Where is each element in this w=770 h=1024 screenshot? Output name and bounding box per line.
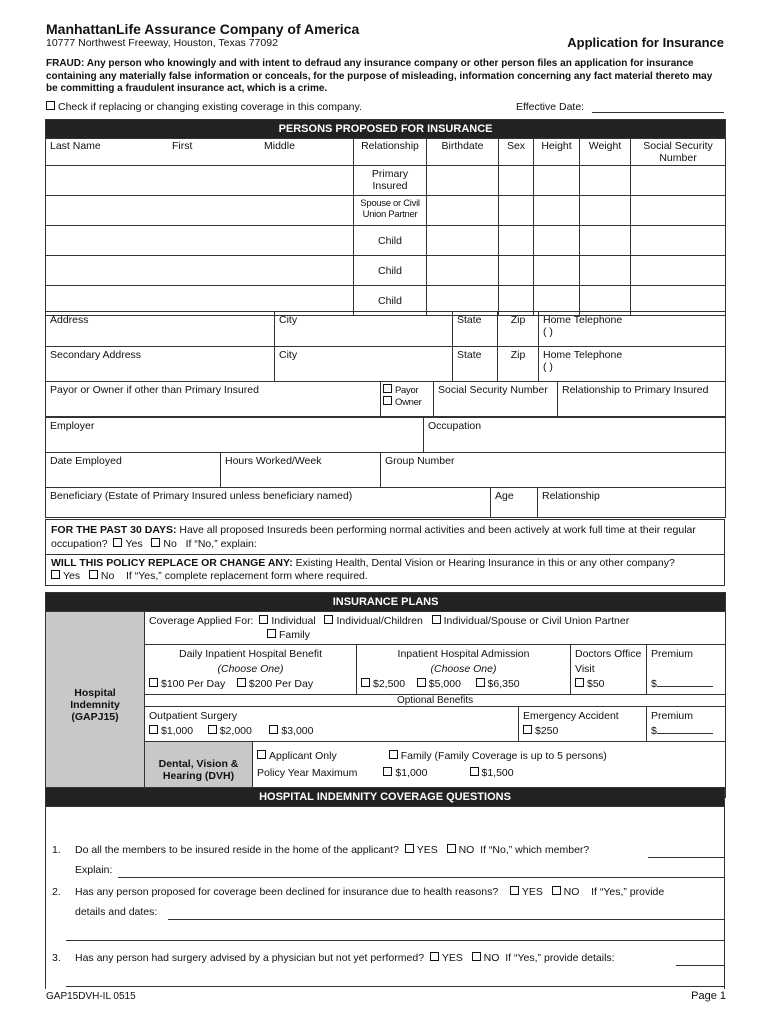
birthdate-field[interactable] [427, 196, 499, 226]
beneficiary-table [45, 487, 726, 518]
beneficiary-field[interactable]: Beneficiary (Estate of Primary Insured unless beneficiary named) [46, 488, 491, 518]
coverage-applied-for: Coverage Applied For: Individual Individual/Children Individual/Spouse or Civil Union Partner Family [145, 612, 726, 645]
sex-header: Sex [499, 139, 534, 166]
persons-table [45, 119, 726, 316]
fraud-notice: FRAUD: Any person who knowingly and with intent to defraud any insurance company or other person files an application for insurance containing any materially false information or conceals, for the purpose of misleading, information concerning any fact material thereto may be committing a fraudulent insurance act, which is a crime. [46, 58, 713, 94]
checkbox-icon[interactable] [383, 396, 392, 405]
height-header: Height [534, 139, 580, 166]
height-field[interactable] [534, 196, 580, 226]
weight-field[interactable] [580, 256, 631, 286]
relationship-cell: Child [354, 226, 427, 256]
height-field[interactable] [534, 226, 580, 256]
company-address: 10777 Northwest Freeway, Houston, Texas 77092 [46, 37, 278, 49]
checkbox-icon[interactable] [257, 750, 266, 759]
home-telephone-field[interactable]: Home Telephone ( ) [539, 312, 726, 347]
page-number: Page 1 [691, 990, 726, 1002]
surgery-details-field[interactable] [676, 965, 724, 966]
payor-owner-field[interactable]: Payor or Owner if other than Primary Insured [46, 382, 381, 417]
sex-field[interactable] [499, 226, 534, 256]
name-header: Last Name First Middle [46, 139, 354, 166]
weight-header: Weight [580, 139, 631, 166]
no-checkbox[interactable] [89, 570, 98, 579]
address-table [45, 311, 726, 382]
questions-body: 1. Do all the members to be insured reside in the home of the applicant? YES NO If “No,” which member? Explain: 2. Has any person proposed for coverage been declined for insurance due to health reasons? YES NO If “Yes,” provide details and dates: 3. Has any person had surgery advised by a physician but not yet performed? YES NO If “Yes,” provide details: [46, 807, 725, 990]
past-30-days-question: FOR THE PAST 30 DAYS: Have all proposed Insureds been performing normal activities and been actively at work full time at their regular occupation? Yes No If “No,” explain: [46, 520, 725, 555]
relationship-cell: Child [354, 286, 427, 316]
persons-title: PERSONS PROPOSED FOR INSURANCE [46, 120, 726, 139]
hours-worked-field[interactable]: Hours Worked/Week [221, 453, 381, 488]
hospital-indemnity-label: Hospital Indemnity (GAPJ15) [46, 612, 145, 798]
insurance-plans-title: INSURANCE PLANS [46, 593, 726, 612]
relationship-cell: Spouse or Civil Union Partner [354, 196, 427, 226]
checkbox-icon[interactable] [383, 384, 392, 393]
question-2: Has any person proposed for coverage been declined for insurance due to health reasons? YES NO If “Yes,” provide [75, 886, 665, 898]
yes-checkbox[interactable] [113, 538, 122, 547]
employer-field[interactable]: Employer [46, 418, 424, 453]
checkbox-icon[interactable] [470, 767, 479, 776]
checkbox-icon[interactable] [269, 725, 278, 734]
payor-owner-checkboxes[interactable]: Payor Owner [381, 382, 434, 417]
relationship-cell: Child [354, 256, 427, 286]
sex-field[interactable] [499, 256, 534, 286]
name-field[interactable] [46, 226, 354, 256]
no-checkbox[interactable] [552, 886, 561, 895]
city-field[interactable]: City [275, 312, 453, 347]
date-employed-field[interactable]: Date Employed [46, 453, 221, 488]
name-field[interactable] [46, 196, 354, 226]
surgery-details-field-2[interactable] [66, 986, 724, 987]
yes-checkbox[interactable] [510, 886, 519, 895]
no-checkbox[interactable] [472, 952, 481, 961]
yes-checkbox[interactable] [430, 952, 439, 961]
employer-table [45, 417, 726, 453]
effective-date-label: Effective Date: [516, 101, 585, 113]
ssn-field[interactable] [631, 226, 726, 256]
checkbox-icon[interactable] [383, 767, 392, 776]
outpatient-surgery: Outpatient Surgery $1,000 $2,000 $3,000 [145, 707, 519, 742]
name-field[interactable] [46, 166, 354, 196]
question-1: Do all the members to be insured reside in the home of the applicant? YES NO If “No,” which member? [75, 844, 590, 856]
weight-field[interactable] [580, 166, 631, 196]
question-3: Has any person had surgery advised by a physician but not yet performed? YES NO If “Yes,” provide details: [75, 952, 615, 964]
checkbox-icon[interactable] [149, 678, 158, 687]
relationship-cell: Primary Insured [354, 166, 427, 196]
checkbox-icon[interactable] [476, 678, 485, 687]
checkbox-icon[interactable] [267, 629, 276, 638]
zip-field[interactable]: Zip [498, 312, 539, 347]
effective-date-field[interactable] [592, 112, 724, 113]
checkbox-icon[interactable] [237, 678, 246, 687]
ssn-field[interactable] [631, 256, 726, 286]
group-number-field[interactable]: Group Number [381, 453, 726, 488]
questions-table [45, 787, 725, 989]
doctors-office-visit: Doctors Office Visit $50 [571, 645, 647, 695]
explain-field[interactable] [118, 877, 724, 878]
details-dates-field[interactable] [168, 919, 724, 920]
checkbox-icon[interactable] [523, 725, 532, 734]
state-field[interactable]: State [453, 347, 498, 382]
yes-checkbox[interactable] [51, 570, 60, 579]
home-telephone-field[interactable]: Home Telephone ( ) [539, 347, 726, 382]
admission-benefit: Inpatient Hospital Admission (Choose One) $2,500 $5,000 $6,350 [357, 645, 571, 695]
beneficiary-relationship-field[interactable]: Relationship [538, 488, 726, 518]
dvh-options: Applicant Only Family (Family Coverage is up to 5 persons) Policy Year Maximum $1,000 $1,500 [253, 742, 726, 798]
checkbox-icon[interactable] [575, 678, 584, 687]
questions-title: HOSPITAL INDEMNITY COVERAGE QUESTIONS [46, 788, 725, 807]
optional-benefits-label: Optional Benefits [145, 695, 726, 707]
city-field[interactable]: City [275, 347, 453, 382]
height-field[interactable] [534, 256, 580, 286]
name-field[interactable] [46, 256, 354, 286]
daily-benefit: Daily Inpatient Hospital Benefit (Choose One) $100 Per Day $200 Per Day [145, 645, 357, 695]
checkbox-icon[interactable] [361, 678, 370, 687]
checkbox-icon[interactable] [389, 750, 398, 759]
secondary-address-field[interactable]: Secondary Address [46, 347, 275, 382]
dvh-label: Dental, Vision & Hearing (DVH) [145, 742, 253, 798]
no-checkbox[interactable] [447, 844, 456, 853]
weight-field[interactable] [580, 196, 631, 226]
weight-field[interactable] [580, 226, 631, 256]
emergency-accident: Emergency Accident $250 [519, 707, 647, 742]
checkbox-icon[interactable] [417, 678, 426, 687]
checkbox-icon[interactable] [432, 615, 441, 624]
premium-field[interactable]: Premium $ [647, 707, 726, 742]
premium-field[interactable]: Premium $ [647, 645, 726, 695]
relationship-primary-field[interactable]: Relationship to Primary Insured [558, 382, 726, 417]
form-number: GAP15DVH-IL 0515 [46, 991, 136, 1002]
company-name: ManhattanLife Assurance Company of America [46, 21, 360, 37]
address-field[interactable]: Address [46, 312, 275, 347]
no-checkbox[interactable] [151, 538, 160, 547]
occupation-field[interactable]: Occupation [424, 418, 726, 453]
insurance-plans-table [45, 592, 726, 798]
page-title: Application for Insurance [567, 35, 724, 50]
yes-checkbox[interactable] [405, 844, 414, 853]
checkbox-icon[interactable] [324, 615, 333, 624]
state-field[interactable]: State [453, 312, 498, 347]
past-30-days-table [45, 519, 725, 586]
ssn-header: Social Security Number [631, 139, 726, 166]
birthdate-field[interactable] [427, 256, 499, 286]
checkbox-icon[interactable] [259, 615, 268, 624]
sex-field[interactable] [499, 196, 534, 226]
which-member-field[interactable] [648, 857, 724, 858]
zip-field[interactable]: Zip [498, 347, 539, 382]
ssn-field[interactable] [631, 196, 726, 226]
checkbox-icon[interactable] [46, 101, 55, 110]
ssn-field[interactable] [631, 166, 726, 196]
payor-table [45, 381, 726, 417]
relationship-header: Relationship [354, 139, 427, 166]
payor-ssn-field[interactable]: Social Security Number [434, 382, 558, 417]
age-field[interactable]: Age [491, 488, 538, 518]
details-dates-field-2[interactable] [66, 940, 724, 941]
checkbox-icon[interactable] [149, 725, 158, 734]
employment-table [45, 452, 726, 488]
birthdate-field[interactable] [427, 226, 499, 256]
height-field[interactable] [534, 166, 580, 196]
replacing-checkbox-row[interactable]: Check if replacing or changing existing coverage in this company. [46, 101, 362, 113]
replace-question: WILL THIS POLICY REPLACE OR CHANGE ANY: Existing Health, Dental Vision or Hearing Insurance in this or any other company? Yes No If “Yes,” complete replacement form where required. [46, 555, 725, 586]
birthdate-header: Birthdate [427, 139, 499, 166]
sex-field[interactable] [499, 166, 534, 196]
birthdate-field[interactable] [427, 166, 499, 196]
checkbox-icon[interactable] [208, 725, 217, 734]
